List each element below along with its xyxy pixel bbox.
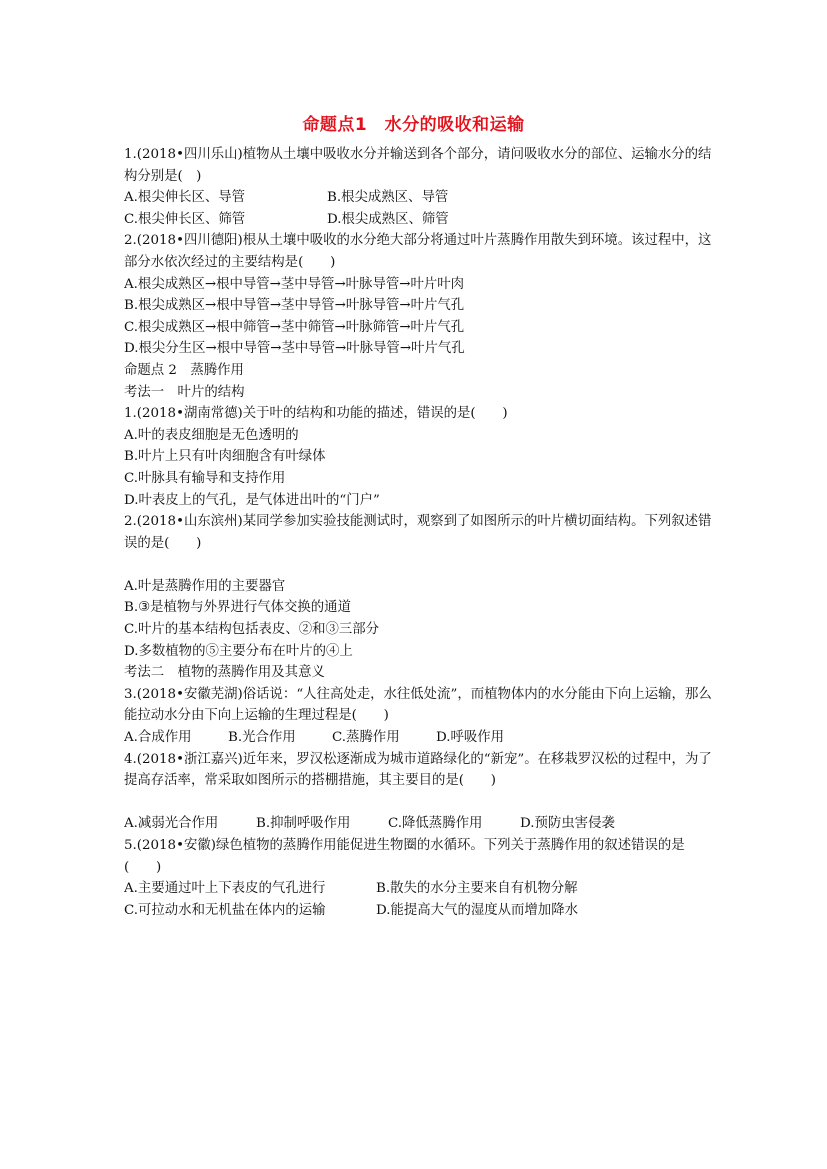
option-a: A.叶是蒸腾作用的主要器官 [124, 578, 286, 594]
option-row [124, 900, 714, 922]
method-title-2: 考法二 植物的蒸腾作用及其意义 [124, 665, 325, 681]
option-row [124, 209, 714, 231]
option-d: D.叶表皮上的气孔，是气体进出叶的“门户” [124, 492, 380, 508]
option-c: C.可拉动水和无机盐在体内的运输 [124, 902, 326, 918]
option-a: A.主要通过叶上下表皮的气孔进行 [124, 881, 326, 897]
question-stem: 3.(2018•安徽芜湖)俗话说：“人往高处走，水往低处流”，而植物体内的水分能由下向上运输，那么能拉动水分由下向上运输的生理过程是( ) [124, 686, 712, 724]
option-a: A.根尖伸长区、导管 [124, 190, 246, 206]
option-b: B.根尖成熟区→根中导管→茎中导管→叶脉导管→叶片气孔 [124, 298, 465, 314]
option-row [124, 187, 714, 209]
option-row [124, 727, 714, 749]
option-d: D.多数植物的⑤主要分布在叶片的④上 [124, 643, 353, 659]
option-c: C.叶脉具有输导和支持作用 [124, 470, 286, 486]
question-stem: 4.(2018•浙江嘉兴)近年来，罗汉松逐渐成为城市道路绿化的“新宠”。在移栽罗汉松的过程中，为了提高存活率，常采取如图所示的搭棚措施，其主要目的是( ) [124, 751, 712, 789]
question-stem: 2.(2018•山东滨州)某同学参加实验技能测试时，观察到了如图所示的叶片横切面结构。下列叙述错误的是( ) [124, 514, 712, 551]
option-c: C.蒸腾作用 [332, 730, 400, 746]
question-stem: 1.(2018•湖南常德)关于叶的结构和功能的描述，错误的是( ) [124, 406, 508, 422]
option-b: B.光合作用 [228, 730, 296, 746]
option-d: D.预防虫害侵袭 [520, 816, 615, 832]
option-row [124, 813, 714, 835]
method-title-1: 考法一 叶片的结构 [124, 384, 245, 400]
option-c: C.叶片的基本结构包括表皮、②和③三部分 [124, 622, 380, 638]
question-stem: 1.(2018•四川乐山)植物从土壤中吸收水分并输送到各个部分，请问吸收水分的部位、运输水分的结构分别是( ) [124, 147, 712, 184]
option-a: A.根尖成熟区→根中导管→茎中导管→叶脉导管→叶片叶肉 [124, 276, 465, 292]
option-c: C.根尖成熟区→根中筛管→茎中筛管→叶脉筛管→叶片气孔 [124, 319, 465, 335]
figure-placeholder [124, 792, 714, 814]
section-title-1: 命题点1 水分的吸收和运输 [302, 115, 525, 135]
option-b: B.抑制呼吸作用 [256, 816, 351, 832]
option-d: D.呼吸作用 [436, 730, 505, 746]
question-stem: 2.(2018•四川德阳)根从土壤中吸收的水分绝大部分将通过叶片蒸腾作用散失到环境。该过程中，这部分水依次经过的主要结构是( ) [124, 233, 712, 270]
option-c: C.根尖伸长区、筛管 [124, 211, 246, 227]
option-a: A.合成作用 [124, 730, 192, 746]
option-d: D.根尖成熟区、筛管 [327, 211, 449, 227]
option-b: B.散失的水分主要来自有机物分解 [376, 881, 578, 897]
option-b: B.③是植物与外界进行气体交换的通道 [124, 600, 351, 616]
figure-placeholder [124, 554, 714, 576]
option-d: D.根尖分生区→根中导管→茎中导管→叶脉导管→叶片气孔 [124, 341, 465, 357]
document-body [124, 144, 714, 921]
section-title-2: 命题点 2 蒸腾作用 [124, 362, 244, 378]
option-a: A.叶的表皮细胞是无色透明的 [124, 427, 299, 443]
option-d: D.能提高大气的湿度从而增加降水 [376, 902, 578, 918]
question-stem: 5.(2018•安徽)绿色植物的蒸腾作用能促进生物圈的水循环。下列关于蒸腾作用的叙述错误的是( ) [124, 838, 685, 875]
option-b: B.叶片上只有叶肉细胞含有叶绿体 [124, 449, 326, 465]
option-row [124, 878, 714, 900]
option-c: C.降低蒸腾作用 [388, 816, 483, 832]
option-a: A.减弱光合作用 [124, 816, 219, 832]
option-b: B.根尖成熟区、导管 [327, 190, 449, 206]
